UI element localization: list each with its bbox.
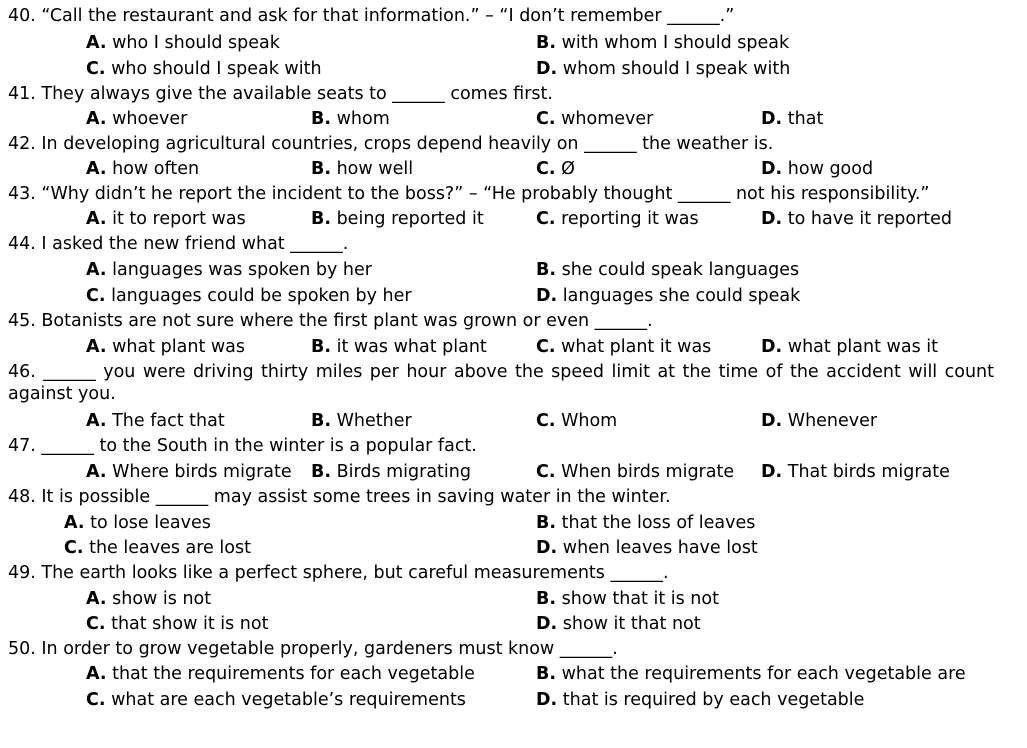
option-44-a[interactable]: A. languages was spoken by her [86,260,372,280]
option-50-d[interactable]: D. that is required by each vegetable [536,690,865,710]
option-50-b[interactable]: B. what the requirements for each vegetable are [536,664,966,684]
question-44-stem: 44. I asked the new friend what ______. [8,234,349,254]
question-46-stem: 46. ______ you were driving thirty miles per hour above the speed limit at the time of the accident will count against you. [8,362,994,404]
question-47-stem: 47. ______ to the South in the winter is a popular fact. [8,436,477,456]
option-48-a[interactable]: A. to lose leaves [64,513,211,533]
option-44-b[interactable]: B. she could speak languages [536,260,800,280]
option-43-a[interactable]: A. it to report was [86,209,246,229]
option-47-c[interactable]: C. When birds migrate [536,462,735,482]
option-44-d[interactable]: D. languages she could speak [536,286,801,306]
option-49-c[interactable]: C. that show it is not [86,614,269,634]
question-41-stem: 41. They always give the available seats to ______ comes first. [8,84,553,104]
option-47-a[interactable]: A. Where birds migrate [86,462,292,482]
option-41-c[interactable]: C. whomever [536,109,654,129]
cropped-previous-line [150,0,1027,2]
option-48-c[interactable]: C. the leaves are lost [64,538,251,558]
question-45-stem: 45. Botanists are not sure where the first plant was grown or even ______. [8,311,653,331]
option-40-b[interactable]: B. with whom I should speak [536,33,790,53]
option-49-d[interactable]: D. show it that not [536,614,701,634]
option-41-b[interactable]: B. whom [311,109,390,129]
option-46-c[interactable]: C. Whom [536,411,618,431]
option-48-b[interactable]: B. that the loss of leaves [536,513,756,533]
option-46-b[interactable]: B. Whether [311,411,412,431]
option-47-b[interactable]: B. Birds migrating [311,462,471,482]
option-41-d[interactable]: D. that [761,109,824,129]
question-50-stem: 50. In order to grow vegetable properly, gardeners must know ______. [8,639,618,659]
option-50-c[interactable]: C. what are each vegetable’s requirements [86,690,466,710]
option-49-a[interactable]: A. show is not [86,589,212,609]
question-48-stem: 48. It is possible ______ may assist some trees in saving water in the winter. [8,487,671,507]
option-46-d[interactable]: D. Whenever [761,411,878,431]
question-49-stem: 49. The earth looks like a perfect sphere, but careful measurements ______. [8,563,669,583]
option-42-a[interactable]: A. how often [86,159,200,179]
option-48-d[interactable]: D. when leaves have lost [536,538,758,558]
option-50-a[interactable]: A. that the requirements for each vegetable [86,664,475,684]
option-42-d[interactable]: D. how good [761,159,874,179]
option-46-a[interactable]: A. The fact that [86,411,225,431]
option-40-c[interactable]: C. who should I speak with [86,59,322,79]
option-40-d[interactable]: D. whom should I speak with [536,59,791,79]
option-45-d[interactable]: D. what plant was it [761,337,938,357]
option-42-b[interactable]: B. how well [311,159,414,179]
option-42-c[interactable]: C. Ø [536,159,575,179]
option-43-b[interactable]: B. being reported it [311,209,484,229]
option-45-b[interactable]: B. it was what plant [311,337,487,357]
option-49-b[interactable]: B. show that it is not [536,589,719,609]
option-45-c[interactable]: C. what plant it was [536,337,712,357]
option-45-a[interactable]: A. what plant was [86,337,246,357]
question-42-stem: 42. In developing agricultural countries, crops depend heavily on ______ the weather is. [8,134,774,154]
option-43-c[interactable]: C. reporting it was [536,209,699,229]
question-43-stem: 43. “Why didn’t he report the incident to the boss?” – “He probably thought ______ not his responsibility.” [8,184,930,204]
option-43-d[interactable]: D. to have it reported [761,209,953,229]
option-47-d[interactable]: D. That birds migrate [761,462,950,482]
option-44-c[interactable]: C. languages could be spoken by her [86,286,412,306]
question-40-stem: 40. “Call the restaurant and ask for that information.” – “I don’t remember ______.” [8,6,735,26]
option-41-a[interactable]: A. whoever [86,109,188,129]
option-40-a[interactable]: A. who I should speak [86,33,280,53]
